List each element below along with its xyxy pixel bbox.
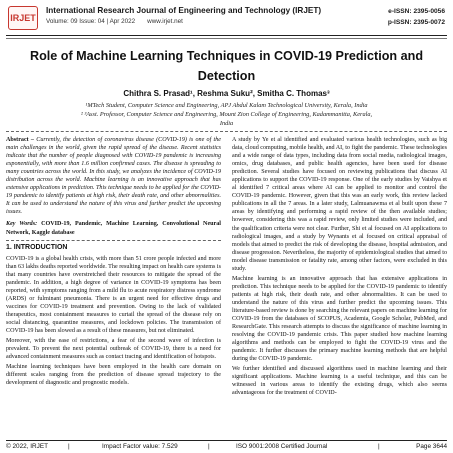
issn-block bbox=[388, 6, 445, 28]
title-line-2: Detection bbox=[197, 69, 256, 83]
journal-title: International Research Journal of Engineering and Technology (IRJET) bbox=[46, 6, 322, 15]
intro-paragraph-1: COVID-19 is a global health crisis, with more than 51 crore people infected and more than 63 lakhs deaths reported worldwide. The resulting impact on health care systems is that many countries have overstretched their resources to mitigate the spread of the pandemic. In addition, a high degree of variance in COVID-19 symptoms has been reported, with symptoms ranging from a mild flu to acute respiratory distress syndrome (ARDS) or fulminant pneumonia. There is an urgent need for effective drugs and vaccines for COVID-19 treatment and prevention. Owing to the lack of validated therapeutics, most containment measures to curtail the spread of the disease rely on social distancing, quarantine measures, and lockdown policies. The transmission of COVID-19 has been slowed as a result of these measures, but not eliminated. bbox=[6, 255, 221, 335]
body-paragraph-1: A study by Ye et al identified and evaluated various health technologies, such as big data, cloud computing, mobile health, and AI, to fight the pandemic. These technologies and a wide range of data types, including data from social media, radiological images, omics, drug databases, and public health agencies, have been used for disease prediction. Several studies have focused on reviewing publications that discuss AI applications to support the COVID-19 response. One of the early studies by Vaishya et al identified 7 critical areas where AI can be applied to monitor and control the COVID-19 pandemic. However, given that this was an early work, this review lacked publications in all the 7 areas. In a later study, Lalmuanawma et al built upon these 7 areas by identifying and performing a rapid review of the then available studies; however, considering this was a rapid review, only limited studies were included, and the qualification criteria were not clear. Further, Shi et al focused on AI applications to radiological images, and a study by Wynants et al focused on critical appraisal of models that aimed to predict the risk of developing the disease, hospital admission, and disease progression. Nevertheless, the majority of epidemiological studies that aimed to model disease transmission or fatality rate, among other factors, were excluded in this study. bbox=[232, 137, 447, 272]
keywords-label: Key Words: bbox=[6, 221, 38, 228]
abstract-label: Abstract – bbox=[6, 137, 34, 143]
affiliation-1: ¹MTech Student, Computer Science and Engineering, APJ Abdul Kalam Technological University, Kerala, India bbox=[85, 102, 368, 109]
abstract-separator bbox=[6, 240, 221, 241]
footer-separator: | bbox=[68, 443, 70, 450]
right-column bbox=[232, 136, 447, 398]
affiliation-3: India bbox=[219, 120, 234, 127]
journal-subline bbox=[46, 18, 376, 25]
footer-separator: | bbox=[208, 443, 210, 450]
intro-paragraph-2: Moreover, with the ease of restrictions, a fear of the second wave of infection is prevalent. To prevent the next potential outbreak of COVID-19, there is a need for advanced containment measures such as contact tracing and identification of hotspots. bbox=[6, 338, 221, 361]
e-issn: e-ISSN: 2395-0056 bbox=[388, 8, 445, 15]
body-paragraph-2: Machine learning is an innovative approach that has extensive applications in prediction. This technique needs to be applied for the COVID-19 pandemic to identify patients at high risk, their death rate, and other abnormalities. It can be used to understand the nature of this virus and further predict the upcoming issues. This literature-based review is done by searching the relevant papers on machine learning for COVID-19 from the databases of SCOPUS, Academia, Google Scholar, PubMed, and ResearchGate. This research attempts to discuss the significance of machine learning in resolving the COVID-19 pandemic crisis. This paper studied how machine learning algorithms and methods can be employed to fight the COVID-19 virus and the pandemic. It further discusses the primary machine learning methods that are helpful during the COVID-19 pandemic. bbox=[232, 275, 447, 363]
footer-copyright: © 2022, IRJET bbox=[6, 443, 49, 450]
header-rule bbox=[6, 35, 447, 36]
page-footer bbox=[6, 443, 447, 452]
abstract bbox=[6, 136, 221, 216]
volume-issue: Volume: 09 Issue: 04 | Apr 2022 bbox=[46, 18, 136, 25]
header-rule-thin bbox=[6, 38, 447, 39]
footer-rule bbox=[6, 440, 447, 441]
keywords-text: COVID-19, Pandemic, Machine Learning, Convolutional Neural Network, Kaggle database bbox=[6, 221, 221, 236]
author-list: Chithra S. Prasad¹, Reshma Suku², Smitha C. Thomas³ bbox=[123, 89, 330, 98]
body-paragraph-3: We further identified and discussed algorithms used in machine learning and their significant applications. Machine learning is a useful technique, and this can be witnessed in various areas to identify the existing drugs, which also seems advantageous for the treatment of COVID- bbox=[232, 366, 447, 397]
footer-page-number: Page 3644 bbox=[416, 443, 447, 450]
journal-website[interactable]: www.irjet.net bbox=[147, 18, 183, 25]
journal-header bbox=[6, 4, 447, 36]
title-separator bbox=[6, 131, 447, 132]
left-column bbox=[6, 136, 221, 387]
footer-separator: | bbox=[378, 443, 380, 450]
abstract-text: Currently, the detection of coronavirus disease (COVID-19) is one of the main challenges in the world, given the rapid spread of the disease. Recent statistics indicate that the number of people diagnosed with COVID-19 pandemic is increasing exponentially, with more than 1.6 million confirmed cases. The disease is spreading to many countries across the world. In this study, we analyzes the incidence of COVID-19 distribution across the world. Machine learning is an innovative approach that has extensive applications in prediction. This technique needs to be applied for the COVID-19 pandemic to identify patients at high risk, their death rate, and other abnormalities. It can be used to understand the nature of this virus and further predict the upcoming issues. bbox=[6, 137, 222, 216]
title-line-1: Role of Machine Learning Techniques in COVID-19 Prediction and bbox=[29, 49, 424, 63]
irjet-logo: IRJET bbox=[8, 6, 38, 30]
keywords bbox=[6, 220, 221, 236]
intro-paragraph-3: Machine learning techniques have been employed in the health care domain on different scales ranging from the prediction of disease spread trajectory to the development of diagnostic and prognostic models. bbox=[6, 364, 221, 387]
footer-impact-factor: Impact Factor value: 7.529 bbox=[102, 443, 178, 450]
paper-title bbox=[20, 46, 433, 86]
affiliation-2: ² ³Asst. Professor, Computer Science and Engineering, Mount Zion College of Engineering, Kadammanitta, Kerala, bbox=[80, 111, 373, 118]
p-issn: p-ISSN: 2395-0072 bbox=[387, 19, 445, 26]
section-heading-introduction: 1. INTRODUCTION bbox=[6, 243, 68, 251]
footer-iso-certification: ISO 9001:2008 Certified Journal bbox=[236, 443, 328, 450]
